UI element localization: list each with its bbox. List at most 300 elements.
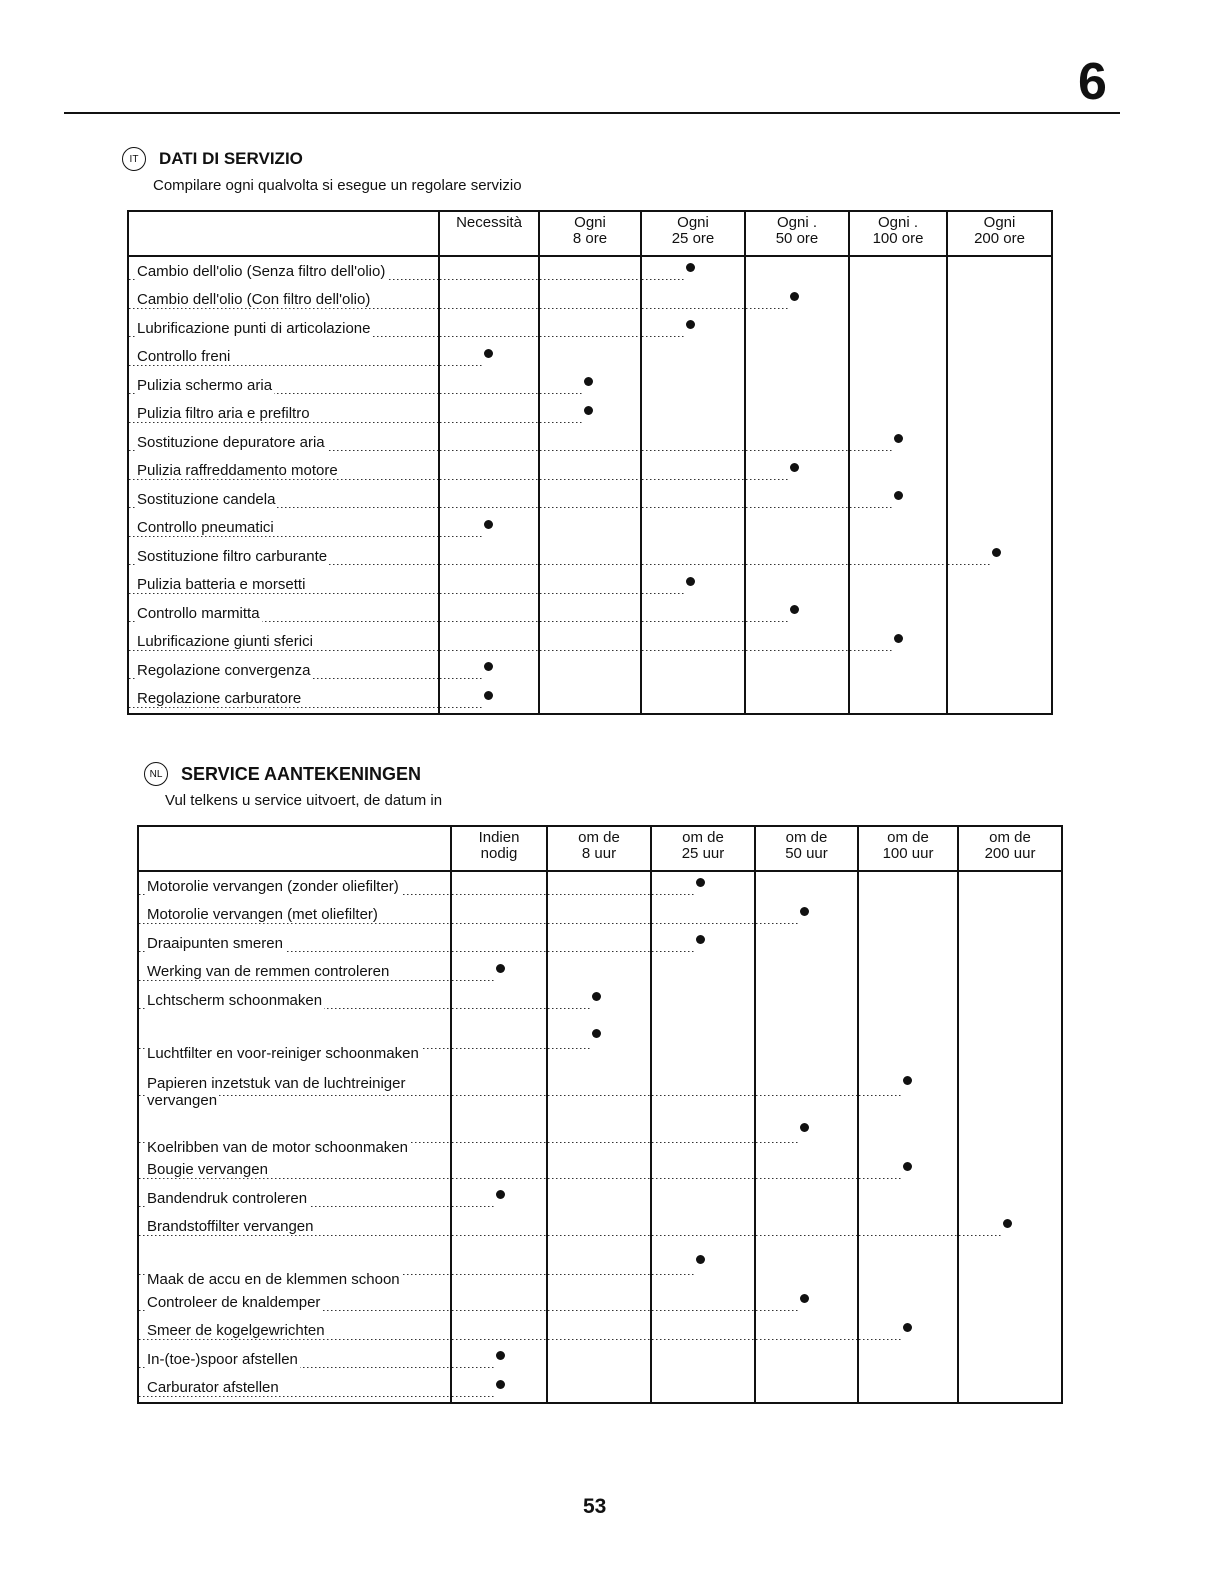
nl-interval-cell xyxy=(547,871,651,901)
it-table-row xyxy=(128,685,1052,715)
it-interval-cell xyxy=(947,685,1052,715)
nl-interval-cell xyxy=(547,1288,651,1317)
nl-interval-cell xyxy=(958,1374,1062,1404)
nl-interval-bullet xyxy=(696,878,705,887)
it-table-row xyxy=(128,428,1052,457)
nl-interval-cell xyxy=(858,1109,958,1156)
it-task-text: Sostituzione candela xyxy=(137,490,276,508)
it-interval-cell xyxy=(745,286,849,315)
nl-interval-cell xyxy=(958,1156,1062,1185)
chapter-number: 6 xyxy=(1078,53,1107,111)
nl-col-header-line: om de xyxy=(989,829,1031,846)
it-task-label xyxy=(128,571,439,600)
nl-task-label xyxy=(138,1345,451,1374)
it-interval-bullet xyxy=(894,634,903,643)
nl-task-label xyxy=(138,1184,451,1213)
nl-col-header-line: 25 uur xyxy=(681,845,725,862)
it-interval-cell xyxy=(947,656,1052,685)
it-col-header-line: Ogni . xyxy=(877,214,919,231)
it-interval-cell xyxy=(641,428,745,457)
it-task-text: Sostituzione depuratore aria xyxy=(137,433,325,451)
nl-interval-bullet xyxy=(696,1255,705,1264)
nl-table-row xyxy=(138,1109,1062,1156)
nl-interval-cell xyxy=(958,1288,1062,1317)
it-task-label xyxy=(128,656,439,685)
it-interval-cell xyxy=(745,685,849,715)
it-interval-bullet xyxy=(686,263,695,272)
it-task-label xyxy=(128,599,439,628)
nl-interval-cell xyxy=(451,1184,547,1213)
nl-interval-cell xyxy=(755,901,858,930)
nl-interval-cell xyxy=(755,1317,858,1346)
nl-task-text: Draaipunten smeren xyxy=(147,934,283,952)
nl-section-heading xyxy=(144,762,421,786)
nl-interval-bullet xyxy=(800,1294,809,1303)
nl-task-text: Brandstoffilter vervangen xyxy=(147,1218,314,1235)
nl-interval-cell xyxy=(451,1213,547,1242)
it-table-row xyxy=(128,314,1052,343)
nl-interval-cell xyxy=(958,1184,1062,1213)
it-interval-cell xyxy=(849,514,947,543)
nl-interval-bullet xyxy=(1003,1219,1012,1228)
nl-col-header xyxy=(858,826,958,871)
nl-task-label xyxy=(138,1156,451,1185)
nl-interval-cell xyxy=(755,1015,858,1062)
it-interval-cell xyxy=(539,685,641,715)
nl-table-row xyxy=(138,1156,1062,1185)
nl-table-row xyxy=(138,958,1062,987)
nl-interval-bullet xyxy=(496,964,505,973)
nl-interval-cell xyxy=(958,929,1062,958)
nl-interval-cell xyxy=(958,1241,1062,1288)
nl-col-header-line: om de xyxy=(578,829,620,846)
it-task-label xyxy=(128,628,439,657)
nl-interval-cell xyxy=(451,1345,547,1374)
it-table-row xyxy=(128,656,1052,685)
nl-col-header xyxy=(651,826,755,871)
it-interval-cell xyxy=(439,628,539,657)
it-col-header xyxy=(539,211,641,256)
it-interval-cell xyxy=(947,628,1052,657)
it-interval-cell xyxy=(947,457,1052,486)
nl-interval-cell xyxy=(451,929,547,958)
nl-interval-cell xyxy=(651,901,755,930)
nl-interval-cell xyxy=(451,1109,547,1156)
nl-interval-cell xyxy=(958,1213,1062,1242)
nl-task-label xyxy=(138,1317,451,1346)
nl-header-row xyxy=(138,826,1062,871)
it-col-header xyxy=(849,211,947,256)
it-col-header-line: 50 ore xyxy=(775,230,819,247)
it-task-label xyxy=(128,428,439,457)
it-header-row xyxy=(128,211,1052,256)
nl-interval-cell xyxy=(755,986,858,1015)
it-interval-cell xyxy=(641,457,745,486)
nl-task-label xyxy=(138,1213,451,1242)
it-interval-cell xyxy=(947,542,1052,571)
nl-interval-cell xyxy=(755,1156,858,1185)
nl-interval-cell xyxy=(651,1317,755,1346)
it-task-text: Controllo pneumatici xyxy=(137,519,274,536)
nl-col-header-line: om de xyxy=(682,829,724,846)
nl-interval-cell xyxy=(858,1241,958,1288)
nl-interval-cell xyxy=(858,1345,958,1374)
it-interval-cell xyxy=(539,400,641,429)
it-col-header xyxy=(128,211,439,256)
nl-interval-cell xyxy=(958,871,1062,901)
nl-task-label xyxy=(138,1374,451,1404)
it-interval-cell xyxy=(745,428,849,457)
nl-table-row xyxy=(138,1288,1062,1317)
nl-interval-cell xyxy=(858,1015,958,1062)
it-interval-cell xyxy=(539,343,641,372)
it-interval-bullet xyxy=(894,491,903,500)
it-interval-cell xyxy=(439,656,539,685)
it-language-badge: IT xyxy=(122,147,146,171)
nl-interval-cell xyxy=(858,1374,958,1404)
it-interval-cell xyxy=(947,599,1052,628)
it-interval-cell xyxy=(745,571,849,600)
nl-interval-cell xyxy=(958,1062,1062,1109)
it-col-header-line: Ogni xyxy=(677,214,709,231)
nl-col-header xyxy=(755,826,858,871)
it-interval-cell xyxy=(947,514,1052,543)
it-interval-bullet xyxy=(790,292,799,301)
it-task-text: Lubrificazione giunti sferici xyxy=(137,633,313,650)
it-interval-cell xyxy=(539,599,641,628)
it-interval-cell xyxy=(439,599,539,628)
nl-col-header-line: om de xyxy=(785,829,828,846)
it-task-text: Controllo freni xyxy=(137,348,231,365)
nl-interval-cell xyxy=(547,958,651,987)
it-interval-bullet xyxy=(484,662,493,671)
nl-interval-bullet xyxy=(800,907,809,916)
nl-task-label xyxy=(138,901,451,930)
it-task-label xyxy=(128,485,439,514)
nl-interval-cell xyxy=(958,958,1062,987)
nl-table-row xyxy=(138,871,1062,901)
nl-interval-cell xyxy=(547,929,651,958)
it-table-row xyxy=(128,343,1052,372)
it-task-text: Pulizia filtro aria e prefiltro xyxy=(137,405,310,422)
it-interval-cell xyxy=(849,542,947,571)
nl-interval-bullet xyxy=(496,1190,505,1199)
nl-interval-cell xyxy=(858,986,958,1015)
nl-interval-cell xyxy=(651,958,755,987)
it-task-label xyxy=(128,514,439,543)
nl-interval-cell xyxy=(755,1184,858,1213)
it-interval-cell xyxy=(849,571,947,600)
nl-interval-cell xyxy=(547,901,651,930)
nl-task-label xyxy=(138,1241,451,1288)
it-task-text: Pulizia schermo aria xyxy=(137,376,273,394)
nl-interval-cell xyxy=(958,1345,1062,1374)
it-task-label xyxy=(128,343,439,372)
it-interval-cell xyxy=(539,485,641,514)
it-interval-cell xyxy=(439,457,539,486)
nl-interval-cell xyxy=(451,1062,547,1109)
it-interval-cell xyxy=(849,371,947,400)
nl-interval-cell xyxy=(858,1062,958,1109)
nl-table-row xyxy=(138,1317,1062,1346)
nl-task-text: Smeer de kogelgewrichten xyxy=(147,1322,325,1339)
it-interval-bullet xyxy=(584,406,593,415)
it-task-text: Sostituzione filtro carburante xyxy=(137,547,328,565)
it-interval-cell xyxy=(745,371,849,400)
nl-interval-cell xyxy=(451,1241,547,1288)
nl-interval-cell xyxy=(651,1213,755,1242)
it-interval-cell xyxy=(539,628,641,657)
it-interval-cell xyxy=(849,628,947,657)
it-table-row xyxy=(128,542,1052,571)
it-interval-cell xyxy=(539,514,641,543)
nl-col-header-line: 50 uur xyxy=(785,845,828,862)
it-interval-cell xyxy=(439,571,539,600)
nl-table-row xyxy=(138,901,1062,930)
nl-table-row xyxy=(138,1345,1062,1374)
nl-interval-cell xyxy=(451,1015,547,1062)
it-table-row xyxy=(128,599,1052,628)
it-table-row xyxy=(128,571,1052,600)
it-table-row xyxy=(128,457,1052,486)
nl-interval-bullet xyxy=(903,1162,912,1171)
it-interval-cell xyxy=(641,628,745,657)
nl-task-text: In-(toe-)spoor afstellen xyxy=(147,1350,298,1368)
nl-task-label xyxy=(138,871,451,901)
it-interval-cell xyxy=(947,343,1052,372)
nl-interval-cell xyxy=(858,901,958,930)
nl-interval-cell xyxy=(547,1156,651,1185)
it-interval-cell xyxy=(849,256,947,286)
it-interval-cell xyxy=(745,457,849,486)
it-task-label xyxy=(128,371,439,400)
nl-interval-bullet xyxy=(592,1029,601,1038)
it-interval-cell xyxy=(439,371,539,400)
it-interval-cell xyxy=(641,571,745,600)
it-interval-cell xyxy=(947,371,1052,400)
nl-task-text: Koelribben van de motor schoonmaken xyxy=(147,1138,408,1156)
it-interval-cell xyxy=(439,485,539,514)
nl-interval-bullet xyxy=(903,1323,912,1332)
it-interval-cell xyxy=(849,485,947,514)
it-section-title: DATI DI SERVIZIO xyxy=(159,149,303,168)
nl-col-header-line: 100 uur xyxy=(882,845,934,862)
it-col-header-line: Ogni xyxy=(574,214,606,231)
nl-interval-cell xyxy=(451,1374,547,1404)
it-col-header-line: Necessità xyxy=(456,214,522,231)
it-interval-cell xyxy=(947,428,1052,457)
nl-col-header-line: nodig xyxy=(480,845,518,862)
nl-interval-bullet xyxy=(592,992,601,1001)
it-interval-cell xyxy=(641,656,745,685)
it-interval-bullet xyxy=(992,548,1001,557)
it-interval-cell xyxy=(849,457,947,486)
nl-interval-cell xyxy=(755,1062,858,1109)
nl-task-text: Luchtfilter en voor-reiniger schoonmaken xyxy=(147,1044,419,1062)
it-interval-cell xyxy=(439,286,539,315)
it-task-label xyxy=(128,400,439,429)
it-task-text: Cambio dell'olio (Con filtro dell'olio) xyxy=(137,291,371,308)
nl-col-header-line: 200 uur xyxy=(984,845,1036,862)
nl-interval-cell xyxy=(651,1184,755,1213)
nl-interval-cell xyxy=(958,1317,1062,1346)
it-interval-cell xyxy=(947,571,1052,600)
it-interval-cell xyxy=(745,256,849,286)
nl-interval-cell xyxy=(451,986,547,1015)
it-interval-cell xyxy=(947,314,1052,343)
it-interval-cell xyxy=(641,400,745,429)
nl-interval-cell xyxy=(858,1156,958,1185)
nl-interval-cell xyxy=(547,1015,651,1062)
nl-interval-cell xyxy=(547,1345,651,1374)
it-interval-cell xyxy=(539,371,641,400)
nl-task-label xyxy=(138,1288,451,1317)
it-task-text: Regolazione carburatore xyxy=(137,690,302,707)
nl-task-text: Motorolie vervangen (zonder oliefilter) xyxy=(147,877,399,895)
nl-interval-cell xyxy=(547,1374,651,1404)
nl-task-label xyxy=(138,1062,451,1109)
it-col-header-line: 200 ore xyxy=(974,230,1025,247)
nl-interval-bullet xyxy=(496,1380,505,1389)
nl-interval-cell xyxy=(651,986,755,1015)
it-task-label xyxy=(128,286,439,315)
nl-table-row xyxy=(138,986,1062,1015)
nl-table-row xyxy=(138,929,1062,958)
it-interval-cell xyxy=(745,542,849,571)
nl-interval-cell xyxy=(547,1317,651,1346)
nl-table-row xyxy=(138,1015,1062,1062)
nl-task-text: Maak de accu en de klemmen schoon xyxy=(147,1271,400,1288)
nl-interval-cell xyxy=(547,1109,651,1156)
nl-table-row xyxy=(138,1374,1062,1404)
it-interval-cell xyxy=(849,400,947,429)
nl-table-row xyxy=(138,1241,1062,1288)
it-col-header-line: 8 ore xyxy=(572,230,608,247)
it-task-label xyxy=(128,457,439,486)
nl-task-label xyxy=(138,986,451,1015)
nl-interval-cell xyxy=(755,1374,858,1404)
it-interval-cell xyxy=(745,514,849,543)
nl-task-label xyxy=(138,1015,451,1062)
it-task-text: Regolazione convergenza xyxy=(137,661,311,679)
it-interval-cell xyxy=(849,656,947,685)
it-interval-cell xyxy=(439,256,539,286)
nl-interval-cell xyxy=(547,1241,651,1288)
it-interval-bullet xyxy=(894,434,903,443)
it-table-row xyxy=(128,256,1052,286)
nl-interval-cell xyxy=(547,1184,651,1213)
it-interval-cell xyxy=(439,685,539,715)
it-col-header xyxy=(641,211,745,256)
nl-col-header-line: Indien xyxy=(478,829,520,846)
it-section-heading xyxy=(122,147,303,171)
it-interval-cell xyxy=(947,286,1052,315)
it-table-row xyxy=(128,485,1052,514)
it-interval-cell xyxy=(439,343,539,372)
nl-interval-cell xyxy=(651,1062,755,1109)
nl-interval-cell xyxy=(451,1156,547,1185)
nl-interval-cell xyxy=(958,1109,1062,1156)
it-interval-cell xyxy=(641,485,745,514)
it-interval-cell xyxy=(641,685,745,715)
it-col-header-line: Ogni . xyxy=(776,214,818,231)
it-interval-cell xyxy=(849,599,947,628)
page-number: 53 xyxy=(583,1495,607,1518)
it-table-row xyxy=(128,286,1052,315)
it-interval-cell xyxy=(539,656,641,685)
it-interval-cell xyxy=(947,256,1052,286)
it-interval-cell xyxy=(745,628,849,657)
it-interval-cell xyxy=(539,457,641,486)
nl-col-header-line: om de xyxy=(887,829,929,846)
nl-task-text: Papieren inzetstuk van de luchtreiniger vervangen xyxy=(147,1074,406,1109)
nl-interval-cell xyxy=(451,1317,547,1346)
nl-interval-bullet xyxy=(696,935,705,944)
nl-interval-cell xyxy=(755,1345,858,1374)
it-interval-cell xyxy=(849,343,947,372)
it-col-header-line: 25 ore xyxy=(671,230,715,247)
nl-task-label xyxy=(138,958,451,987)
nl-task-text: Lchtscherm schoonmaken xyxy=(147,991,323,1009)
it-interval-cell xyxy=(641,286,745,315)
nl-interval-cell xyxy=(651,1015,755,1062)
it-task-label xyxy=(128,256,439,286)
nl-task-text: Motorolie vervangen (met oliefilter) xyxy=(147,906,378,923)
nl-interval-cell xyxy=(858,1184,958,1213)
nl-interval-cell xyxy=(451,1288,547,1317)
nl-interval-cell xyxy=(755,1213,858,1242)
nl-interval-bullet xyxy=(800,1123,809,1132)
it-interval-cell xyxy=(539,286,641,315)
nl-section-title: SERVICE AANTEKENINGEN xyxy=(181,763,422,784)
it-interval-cell xyxy=(745,343,849,372)
nl-task-text: Controleer de knaldemper xyxy=(147,1293,321,1311)
nl-interval-cell xyxy=(858,958,958,987)
it-col-header-line: Ogni xyxy=(983,214,1016,231)
it-interval-cell xyxy=(745,314,849,343)
nl-col-header-line: 8 uur xyxy=(581,845,617,862)
it-interval-cell xyxy=(849,286,947,315)
nl-interval-cell xyxy=(651,1288,755,1317)
nl-table-row xyxy=(138,1213,1062,1242)
nl-subtitle: Vul telkens u service uitvoert, de datum in xyxy=(165,792,443,809)
it-interval-cell xyxy=(641,599,745,628)
nl-table-row xyxy=(138,1062,1062,1109)
it-interval-cell xyxy=(641,542,745,571)
nl-interval-cell xyxy=(755,1288,858,1317)
it-interval-cell xyxy=(439,400,539,429)
nl-interval-cell xyxy=(858,871,958,901)
it-interval-bullet xyxy=(484,691,493,700)
it-table-row xyxy=(128,371,1052,400)
nl-interval-cell xyxy=(958,986,1062,1015)
nl-interval-cell xyxy=(755,1109,858,1156)
it-task-text: Controllo marmitta xyxy=(137,604,260,622)
nl-interval-cell xyxy=(651,1241,755,1288)
it-interval-cell xyxy=(539,571,641,600)
it-interval-bullet xyxy=(584,377,593,386)
header-rule xyxy=(64,112,1120,114)
nl-interval-cell xyxy=(858,1317,958,1346)
nl-task-text: Bougie vervangen xyxy=(147,1161,268,1178)
it-interval-cell xyxy=(849,314,947,343)
nl-task-text: Carburator afstellen xyxy=(147,1379,279,1396)
it-interval-cell xyxy=(539,314,641,343)
it-interval-cell xyxy=(439,514,539,543)
nl-interval-cell xyxy=(755,1241,858,1288)
nl-interval-cell xyxy=(451,958,547,987)
it-table-row xyxy=(128,514,1052,543)
